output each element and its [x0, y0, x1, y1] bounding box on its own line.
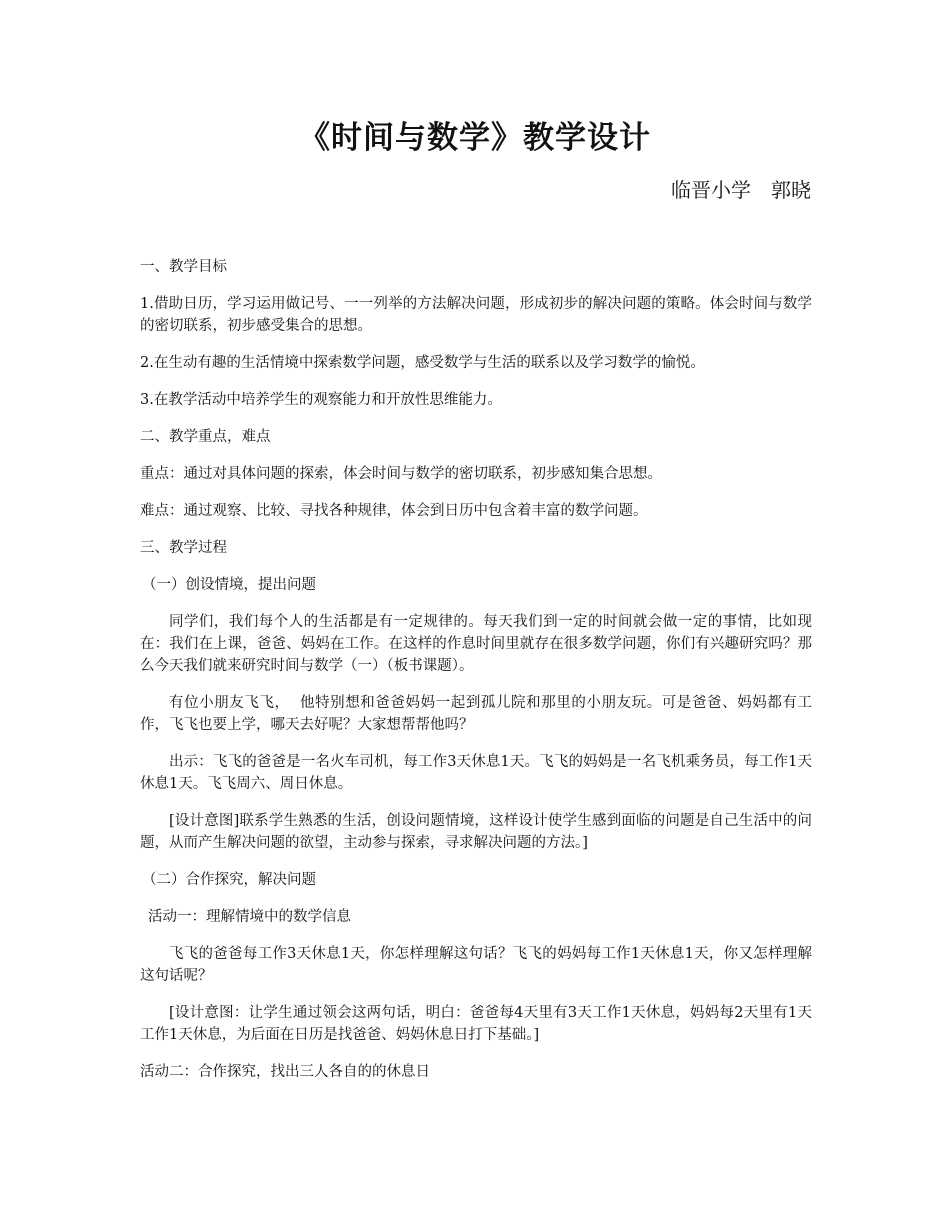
activity-1-design-intent: [设计意图：让学生通过领会这两句话，明白：爸爸每4天里有3天工作1天休息，妈妈每2天里有1天工作1天休息，为后面在日历是找爸爸、妈妈休息日打下基础。] [140, 1005, 812, 1043]
step-1-paragraph-3: 出示：飞飞的爸爸是一名火车司机，每工作3天休息1天。飞飞的妈妈是一名飞机乘务员，每工作1天休息1天。飞飞周六、周日休息。 [140, 754, 812, 792]
goal-item-2: 2.在生动有趣的生活情境中探索数学问题，感受数学与生活的联系以及学习数学的愉悦。 [140, 355, 705, 371]
section-heading-process: 三、教学过程 [140, 540, 227, 556]
difficult-point-paragraph: 难点：通过观察、比较、寻找各种规律，体会到日历中包含着丰富的数学问题。 [140, 503, 648, 519]
step-1-paragraph-2: 有位小朋友飞飞， 他特别想和爸爸妈妈一起到孤儿院和那里的小朋友玩。可是爸爸、妈妈都有工作，飞飞也要上学，哪天去好呢？大家想帮帮他吗？ [140, 695, 812, 733]
document-body [140, 256, 812, 1098]
step-1-design-intent: [设计意图]联系学生熟悉的生活，创设问题情境，这样设计使学生感到面临的问题是自己生活中的问题，从而产生解决问题的欲望，主动参与探索，寻求解决问题的方法。] [140, 813, 812, 851]
activity-1-heading: 活动一：理解情境中的数学信息 [148, 909, 351, 925]
goal-item-3: 3.在教学活动中培养学生的观察能力和开放性思维能力。 [140, 392, 502, 408]
step-1-paragraph-1: 同学们，我们每个人的生活都是有一定规律的。每天我们到一定的时间就会做一定的事情，比如现在：我们在上课，爸爸、妈妈在工作。在这样的作息时间里就存在很多数学问题，你们有兴趣研究吗？那么今天我们就来研究时间与数学（一）（板书课题）。 [140, 614, 812, 674]
step-1-heading: （一）创设情境，提出问题 [142, 577, 316, 593]
section-heading-key-points: 二、教学重点，难点 [140, 429, 271, 445]
key-point-paragraph: 重点：通过对具体问题的探索，体会时间与数学的密切联系，初步感知集合思想。 [140, 466, 662, 482]
document-author: 临晋小学 郭晓 [671, 178, 811, 202]
document-title: 《时间与数学》教学设计 [299, 120, 651, 156]
activity-2-heading: 活动二：合作探究，找出三人各自的的休息日 [140, 1064, 430, 1080]
activity-1-paragraph: 飞飞的爸爸每工作3天休息1天，你怎样理解这句话？飞飞的妈妈每工作1天休息1天，你又怎样理解这句话呢？ [140, 946, 812, 984]
step-2-heading: （二）合作探究，解决问题 [142, 872, 316, 888]
section-heading-goals: 一、教学目标 [140, 259, 227, 275]
goal-item-1: 1.借助日历，学习运用做记号、一一列举的方法解决问题，形成初步的解决问题的策略。体会时间与数学的密切联系，初步感受集合的思想。 [140, 296, 812, 334]
